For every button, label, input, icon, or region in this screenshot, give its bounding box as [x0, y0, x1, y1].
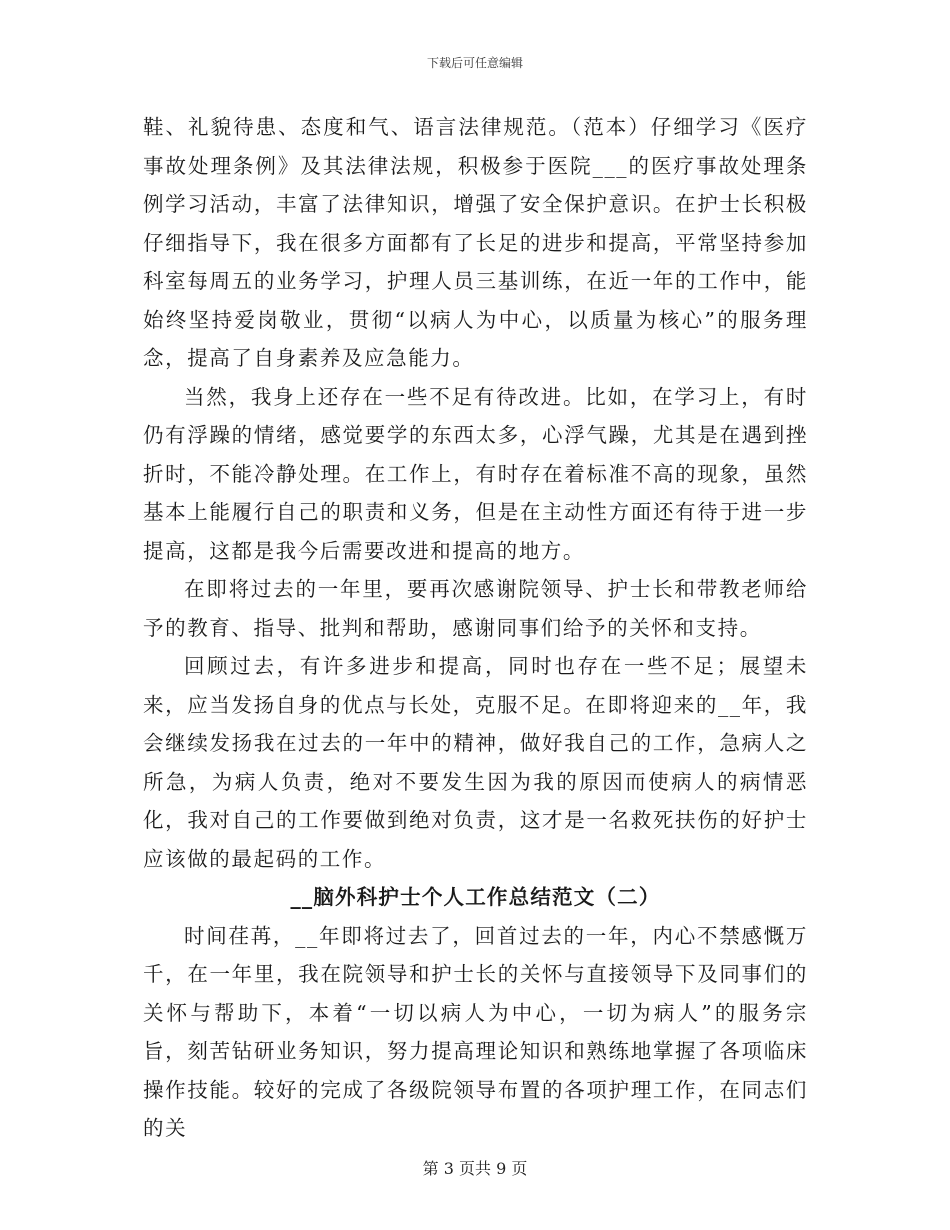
document-body	[143, 108, 808, 1148]
paragraph-continuation: 鞋、礼貌待患、态度和气、语言法律规范。（范本）仔细学习《医疗事故处理条例》及其法律法规，积极参于医院___的医疗事故处理条例学习活动，丰富了法律知识，增强了安全保护意识。在护士长积极仔细指导下，我在很多方面都有了长足的进步和提高，平常坚持参加科室每周五的业务学习，护理人员三基训练，在近一年的工作中，能始终坚持爱岗敬业，贯彻“以病人为中心，以质量为核心”的服务理念，提高了自身素养及应急能力。	[143, 115, 808, 370]
page-header: 下载后可任意编辑	[426, 56, 523, 70]
paragraph-outlook: 回顾过去，有许多进步和提高，同时也存在一些不足；展望未来，应当发扬自身的优点与长处，克服不足。在即将迎来的__年，我会继续发扬我在过去的一年中的精神，做好我自己的工作，急病人之所急，为病人负责，绝对不要发生因为我的原因而使病人的病情恶化，我对自己的工作要做到绝对负责，这才是一名救死扶伤的好护士应该做的最起码的工作。	[143, 654, 808, 871]
paragraph-section-two-intro: 时间荏苒，__年即将过去了，回首过去的一年，内心不禁感慨万千，在一年里，我在院领导和护士长的关怀与直接领导下及同事们的关怀与帮助下，本着“一切以病人为中心，一切为病人”的服务宗旨，刻苦钻研业务知识，努力提高理论知识和熟练地掌握了各项临床操作技能。较好的完成了各级院领导布置的各项护理工作，在同志们的关	[143, 923, 808, 1140]
section-title: __脑外科护士个人工作总结范文（二）	[290, 885, 661, 909]
paragraph-shortcomings: 当然，我身上还存在一些不足有待改进。比如，在学习上，有时仍有浮躁的情绪，感觉要学的东西太多，心浮气躁，尤其是在遇到挫折时，不能冷静处理。在工作上，有时存在着标准不高的现象，虽然基本上能履行自己的职责和义务，但是在主动性方面还有待于进一步提高，这都是我今后需要改进和提高的地方。	[143, 384, 808, 563]
paragraph-thanks: 在即将过去的一年里，要再次感谢院领导、护士长和带教老师给予的教育、指导、批判和帮助，感谢同事们给予的关怀和支持。	[143, 577, 808, 640]
page-number: 第 3 页共 9 页	[422, 1159, 528, 1178]
